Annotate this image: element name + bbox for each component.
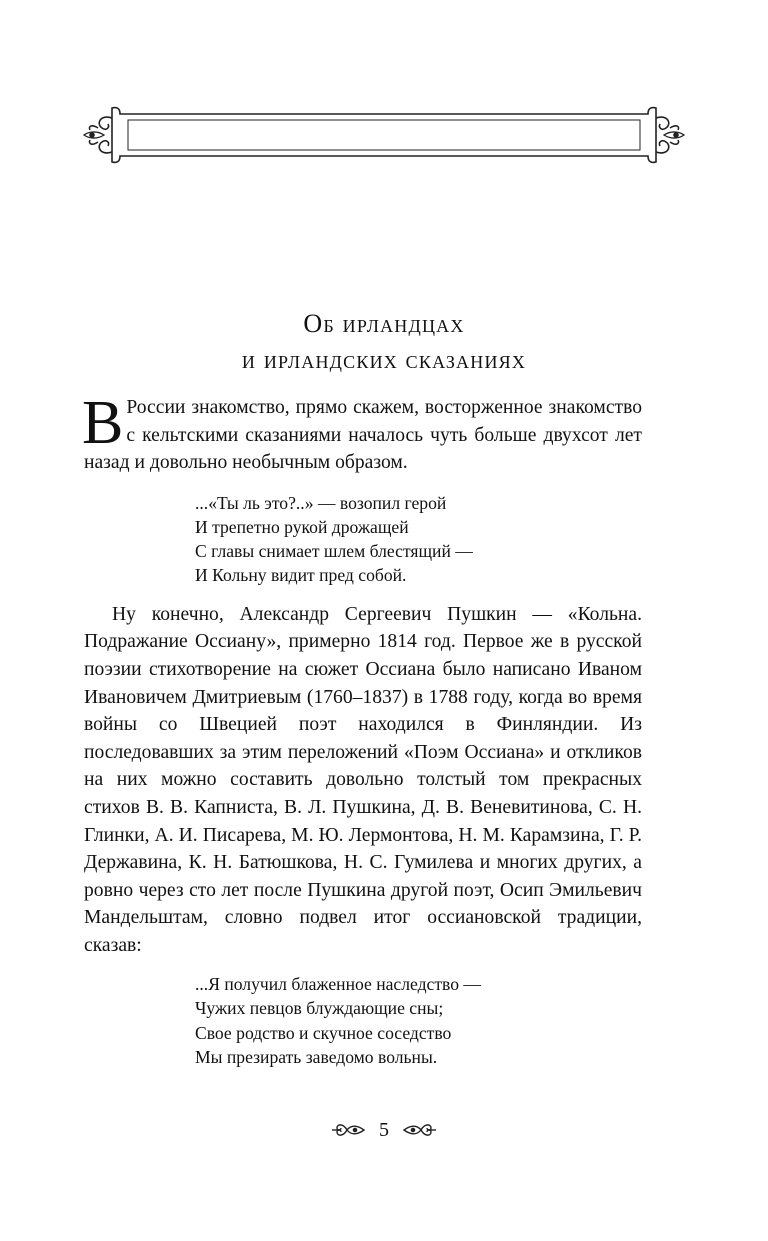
- verse-line: С главы снимает шлем блестящий —: [195, 540, 473, 561]
- main-paragraph: Ну конечно, Александр Сергеевич Пушкин — «Кольна. Подражание Оссиану», примерно 1814 год. Первое же в русской поэзии стихотворение на сюжет Оссиана было написано Иваном Ивановичем Дмитриевым (1760–1837) в 1788 году, когда во время войны со Швецией поэт находился в Финляндии. Из последовавших за этим переложений «Поэм Оссиана» и откликов на них можно составить довольно толстый том прекрасных стихов В. В. Капниста, В. Л. Пушкина, Д. В. Веневитинова, С. Н. Глинки, А. И. Писарева, М. Ю. Лермонтова, Н. М. Карамзина, Г. Р. Державина, К. Н. Батюшкова, Н. С. Гумилева и многих других, а ровно через сто лет после Пушкина другой поэт, Осип Эмильевич Мандельштам, словно подвел итог оссиановской традиции, сказав:: [84, 603, 642, 956]
- verse-block-2: [195, 972, 642, 1070]
- flourish-right-icon: [403, 1119, 437, 1141]
- verse-line: ...«Ты ль это?..» — возопил герой: [195, 492, 447, 513]
- title-line-1: Об ирландцах: [303, 309, 465, 338]
- verse-line: ...Я получил блаженное наследство —: [195, 973, 482, 994]
- verse-line: Мы презирать заведомо вольны.: [195, 1047, 438, 1067]
- page-number: 5: [379, 1118, 389, 1141]
- intro-text: России знакомство, прямо скажем, восторженное знакомство с кельтскими сказаниями началось чуть больше двухсот лет назад и довольно необычным образом.: [84, 397, 642, 474]
- page-footer: [0, 1115, 768, 1145]
- verse-line: И трепетно рукой дрожащей: [195, 516, 409, 537]
- header-ornament: [80, 104, 688, 166]
- flourish-left-icon: [331, 1119, 365, 1141]
- verse-line: Свое родство и скучное соседство: [195, 1022, 452, 1043]
- verse-line: Чужих певцов блуждающие сны;: [195, 998, 444, 1018]
- decorative-frame-icon: [80, 104, 688, 166]
- body-text: [82, 389, 642, 1070]
- title-line-2: и ирландских сказаниях: [241, 345, 527, 374]
- verse-line: И Кольну видит пред собой.: [195, 564, 407, 585]
- drop-cap: В: [82, 389, 124, 457]
- verse-block-1: [195, 491, 642, 587]
- chapter-title: [0, 306, 768, 378]
- intro-paragraph: [82, 389, 642, 477]
